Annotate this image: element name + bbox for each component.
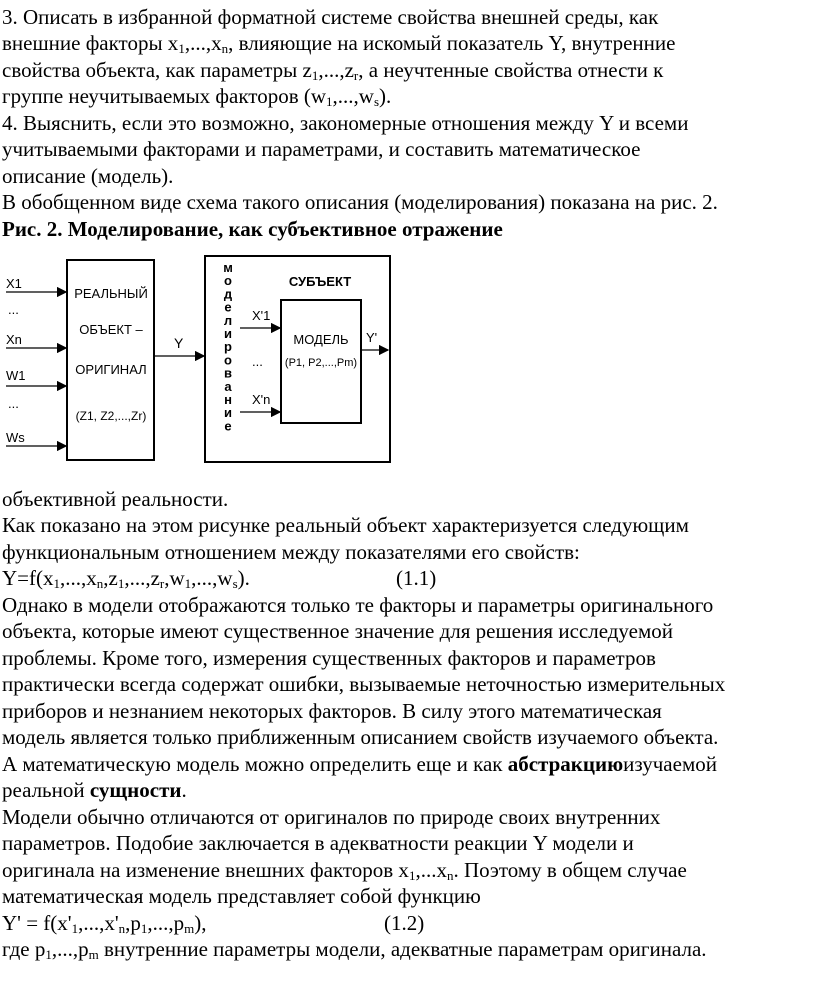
- body-line-11-text: А математическую модель можно определить еще и как: [2, 752, 508, 776]
- original-params: (Z1, Z2,...,Zr): [75, 409, 147, 423]
- modeling-letter: о: [224, 273, 232, 289]
- modeling-letter: н: [224, 392, 232, 407]
- intro-line-4: группе неучитываемых факторов $(w_1,...,w_s)$.: [2, 84, 392, 109]
- body-line-15: оригинала на изменение внешних факторов $x_1,...x_n$. Поэтому в общем случае: [2, 858, 687, 883]
- model-input-dots: ...: [252, 354, 263, 369]
- body-line-14: параметров. Подобие заключается в адекватности реакции Y модели и: [2, 831, 634, 855]
- model-params: (P1, P2,...,Pm): [284, 357, 358, 369]
- input-label-ws: Ws: [6, 430, 25, 445]
- body-line-2: Как показано на этом рисунке реальный объект характеризуется следующим: [2, 513, 689, 537]
- intro-line-3: свойства объекта, как параметры $z_1,...,z_r$, а неучтенные свойства отнести к: [2, 58, 664, 83]
- term-essence: сущности: [89, 778, 182, 802]
- original-line-2: ОБЪЕКТ –: [79, 322, 143, 337]
- body-line-18: где $p_1,...,p_m$ внутренние параметры модели, адекватные параметрам оригинала.: [2, 937, 707, 962]
- intro-line-8: В обобщенном виде схема такого описания (моделирования) показана на рис. 2.: [2, 190, 718, 214]
- modeling-letter: е: [224, 418, 232, 434]
- modeling-letter: и: [224, 326, 232, 341]
- subject-title: СУБЪЕКТ: [288, 274, 352, 289]
- model-input-x1: X'1: [252, 308, 271, 323]
- input-label-x1: X1: [6, 276, 22, 291]
- model-input-xn: X'n: [252, 392, 271, 407]
- body-line-6: объекта, которые имеют существенное значение для решения исследуемой: [2, 619, 673, 643]
- body-line-12-text: реальной: [2, 778, 90, 802]
- intro-line-2: внешние факторы $x_1,...,x_n$, влияющие на искомый показатель Y, внутренние: [2, 31, 676, 56]
- body-line-5: Однако в модели отображаются только те факторы и параметры оригинального: [2, 593, 714, 617]
- equation-1: $Y=f(x_1,...,x_n,z_1,...,z_r,w_1,...,w_s)$.: [2, 566, 250, 591]
- modeling-letter: е: [224, 299, 232, 315]
- modeling-letter: о: [224, 352, 232, 368]
- original-line-3: ОРИГИНАЛ: [75, 362, 147, 377]
- modeling-letter: л: [223, 312, 233, 328]
- input-label-dots-2: ...: [8, 396, 19, 411]
- body-line-10: модель является только приближенным описанием свойств изучаемого объекта.: [2, 725, 719, 749]
- modeling-vertical-label: [223, 260, 233, 433]
- modeling-letter: и: [224, 405, 232, 421]
- modeling-letter: в: [224, 365, 232, 381]
- figure-caption: Рис. 2. Моделирование, как субъективное отражение: [2, 217, 503, 241]
- equation-2: $Y' = f(x'_1,...,x'_n,p_1,...,p_m)$,: [2, 911, 207, 936]
- body-line-3: функциональным отношением между показателями его свойств:: [2, 540, 580, 564]
- input-label-dots-1: ...: [8, 302, 19, 317]
- term-abstraction: абстракцию: [507, 752, 624, 776]
- body-line-16: математическая модель представляет собой функцию: [2, 884, 481, 908]
- body-line-12: [2, 777, 187, 803]
- equation-1-number: (1.1): [396, 566, 437, 590]
- intro-line-6: учитываемыми факторами и параметрами, и составить математическое: [2, 137, 641, 161]
- modeling-letter: р: [224, 339, 232, 355]
- body-line-1: объективной реальности.: [2, 487, 229, 511]
- equation-2-number: (1.2): [384, 911, 425, 935]
- body-line-13: Модели обычно отличаются от оригиналов по природе своих внутренних: [2, 805, 661, 829]
- body-line-9: приборов и незнанием некоторых факторов. В силу этого математическая: [2, 699, 662, 723]
- body-line-11: [2, 751, 717, 777]
- body-line-12-tail: .: [181, 778, 187, 802]
- modeling-letter: д: [223, 286, 233, 302]
- model-title: МОДЕЛЬ: [293, 332, 349, 347]
- body-line-11-tail: изучаемой: [623, 752, 717, 776]
- intro-line-7: описание (модель).: [2, 164, 174, 188]
- intro-line-5: 4. Выяснить, если это возможно, закономерные отношения между Y и всеми: [2, 111, 689, 135]
- figure-diagram: [0, 248, 816, 470]
- intro-line-1: 3. Описать в избранной форматной системе свойства внешней среды, как: [2, 5, 659, 29]
- original-line-1: РЕАЛЬНЫЙ: [74, 286, 148, 301]
- body-line-8: практически всегда содержат ошибки, вызываемые неточностью измерительных: [2, 672, 726, 696]
- modeling-letter: а: [224, 378, 232, 394]
- body-line-7: проблемы. Кроме того, измерения существенных факторов и параметров: [2, 646, 656, 670]
- input-label-xn: Xn: [6, 332, 22, 347]
- input-label-w1: W1: [6, 368, 26, 383]
- output-label-y: Y: [174, 335, 184, 351]
- modeling-letter: м: [223, 260, 233, 275]
- model-output-label: Y': [366, 330, 378, 345]
